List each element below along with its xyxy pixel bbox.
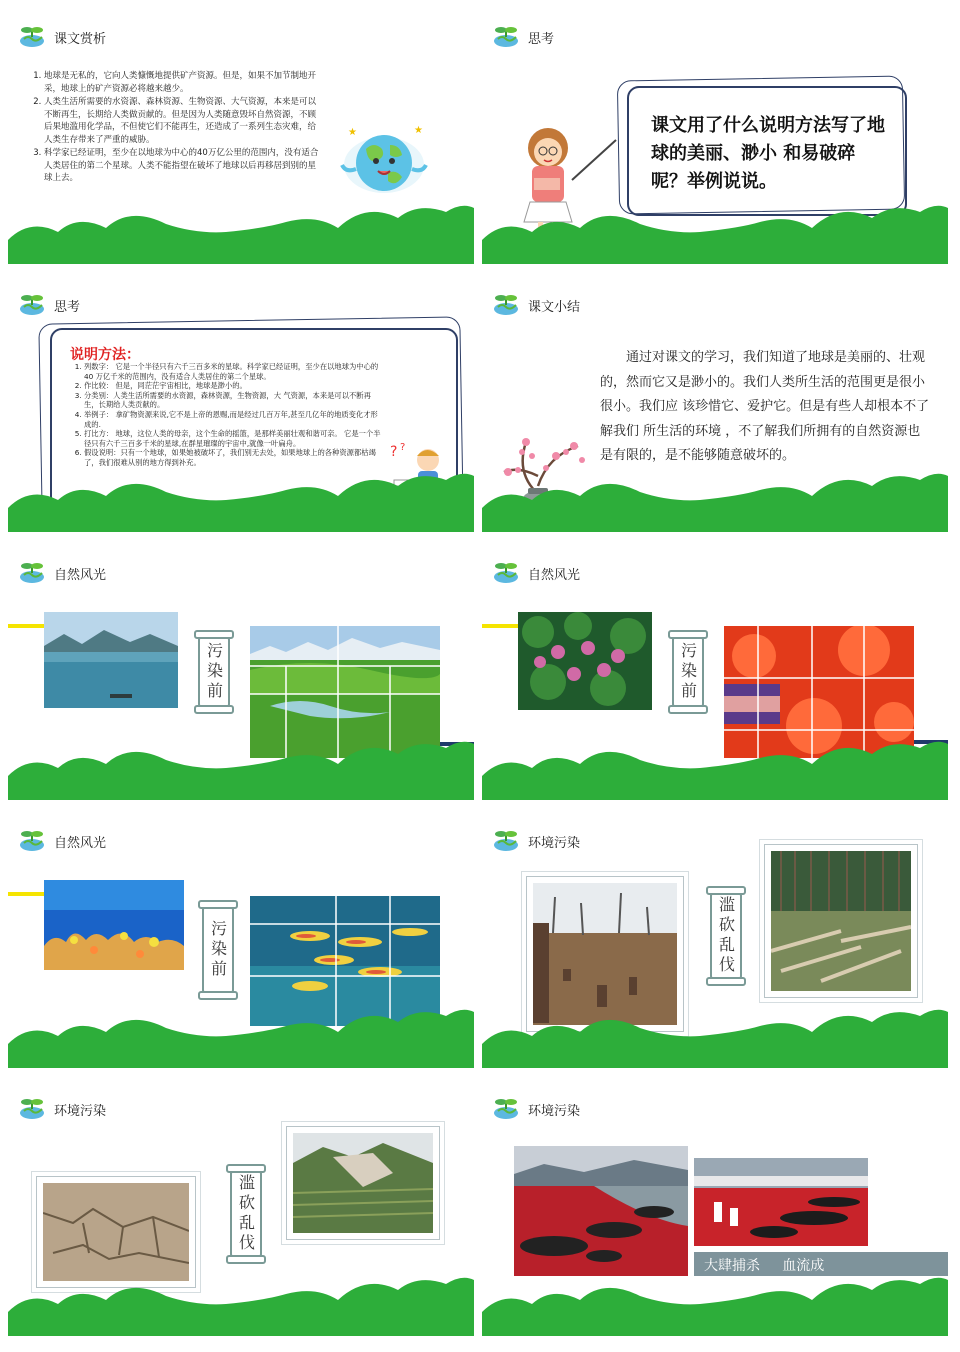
stump-field-photo <box>533 883 677 1025</box>
list-item: 3. 科学家已经证明，至少在以地球为中心的40万亿公里的范围内，没有适合人类居住的第二个星球。人类不能指望在破坏了地球以后再移居到别的星球上去。 <box>44 147 322 185</box>
label-text: 污染前 <box>678 642 698 702</box>
list-item: 3. 分类别：人类生活所需要的水资源，森林资源，生物资源，大 气资源，本来是可以不断再生，长期给人类贡献的。 <box>84 391 382 410</box>
summary-text: 通过对课文的学习，我们知道了地球是美丽的、壮观的，然而它又是渺小的。我们人类所生活的范围更是很小很小。我们应 该珍惜它、爱护它。但是有些人却根本不了解我们 所生活的环境 ，不了解我们所拥有的自然资源也是有限的，是不能够随意破坏的。 <box>600 350 930 463</box>
label-scroll <box>710 890 742 982</box>
list-item: 5. 打比方： 地球，这位人类的母亲，这个生命的摇篮，是那样美丽壮观和谐可亲。 它是一个半径只有六千三百多千米的星球,在群星璀璨的宇宙中,就像一叶扁舟。 <box>84 429 382 448</box>
slide-title: 环境污染 <box>528 835 581 851</box>
slide-3 <box>8 274 474 532</box>
fish-photo <box>250 896 440 1026</box>
red-maple-photo <box>724 626 914 758</box>
slide-title: 思考 <box>528 31 555 47</box>
earth-sprout-icon <box>18 291 46 319</box>
coral-reef-photo <box>44 880 184 970</box>
earth-character-icon <box>338 121 430 201</box>
green-hills <box>8 1276 474 1336</box>
list-item: 4. 举例子： 拿矿物资源来说,它不是上帝的恩赐,而是经过几百万年,甚至几亿年的地质变化才形成的. <box>84 410 382 429</box>
grassland-photo <box>250 626 440 758</box>
green-hills <box>482 740 948 800</box>
bubble-outline <box>617 76 905 215</box>
slide-header <box>492 1096 580 1122</box>
label-text: 滥砍乱伐 <box>236 1174 256 1254</box>
green-hills <box>8 740 474 800</box>
green-hills <box>482 1276 948 1336</box>
yellow-bar <box>482 624 518 628</box>
earth-sprout-icon <box>492 559 520 587</box>
slide-header <box>492 24 554 50</box>
svg-text:★: ★ <box>414 125 423 136</box>
lotus-photo <box>518 612 652 710</box>
svg-text:★: ★ <box>348 127 357 138</box>
methods-heading: 说明方法： <box>70 347 140 363</box>
slide-header <box>18 292 80 318</box>
photo-frame <box>36 1176 196 1288</box>
earth-sprout-icon <box>492 827 520 855</box>
earth-sprout-icon <box>492 291 520 319</box>
slide-title: 课文小结 <box>528 299 581 315</box>
label-scroll <box>202 904 234 996</box>
content-list <box>22 70 322 186</box>
caption-bar <box>694 1252 948 1276</box>
green-hills <box>482 204 948 264</box>
slide-title: 环境污染 <box>54 1103 107 1119</box>
slide-2 <box>482 6 948 264</box>
slide-title: 自然风光 <box>528 567 581 583</box>
photo-frame <box>764 844 918 998</box>
label-text: 滥砍乱伐 <box>716 896 736 976</box>
green-hills <box>482 472 948 532</box>
felled-forest-photo <box>771 851 911 991</box>
slide-9 <box>8 1078 474 1336</box>
list-item: 1. 地球是无私的，它向人类慷慨地提供矿产资源。但是，如果不加节制地开采，地球上的矿产资源必将越来越少。 <box>44 70 322 95</box>
lake-photo <box>44 612 178 708</box>
quarry-hillside-photo <box>293 1133 433 1233</box>
slide-title: 自然风光 <box>54 835 107 851</box>
whale-harbor-photo <box>694 1158 868 1246</box>
label-scroll <box>198 634 230 710</box>
slide-header <box>18 24 106 50</box>
label-scroll <box>672 634 704 710</box>
slide-header <box>18 1096 106 1122</box>
label-text: 污染前 <box>208 920 228 980</box>
yellow-bar <box>8 624 44 628</box>
whale-beach-photo <box>514 1146 688 1276</box>
methods-list <box>62 362 382 468</box>
slide-header <box>18 560 106 586</box>
earth-sprout-icon <box>18 23 46 51</box>
photo-frame <box>286 1126 440 1240</box>
green-hills <box>8 1008 474 1068</box>
slide-7 <box>8 810 474 1068</box>
slide-6 <box>482 542 948 800</box>
slide-header <box>492 292 580 318</box>
yellow-bar <box>8 892 44 896</box>
cracked-earth-photo <box>43 1183 189 1281</box>
slide-title: 思考 <box>54 299 81 315</box>
question-text: 课文用了什么说明方法写了地球的美丽、渺小 和易破碎呢？举例说说。 <box>651 115 885 192</box>
slide-8 <box>482 810 948 1068</box>
slide-5 <box>8 542 474 800</box>
list-item: 2. 人类生活所需要的水资源、森林资源、生物资源、大气资源，本来是可以不断再生，长期给人类做贡献的。但是因为人类随意毁坏自然资源，不顾后果地滥用化学品，不但使它们不能再生，还造成了一系列生态灾难，给人类生存带来了严重的威胁。 <box>44 96 322 146</box>
slide-10 <box>482 1078 948 1336</box>
caption-text: 大肆捕杀 血流成 <box>704 1258 825 1274</box>
earth-sprout-icon <box>18 1095 46 1123</box>
slide-header <box>492 828 580 854</box>
label-text: 污染前 <box>204 642 224 702</box>
list-item: 6. 假设说明：只有一个地球，如果她被破坏了，我们别无去处，如果地球上的各种资源都枯竭了，我们很难从别的地方得到补充。 <box>84 448 382 467</box>
slide-header <box>492 560 580 586</box>
green-hills <box>8 472 474 532</box>
earth-sprout-icon <box>18 827 46 855</box>
svg-text:?: ? <box>400 442 406 453</box>
green-hills <box>8 204 474 264</box>
earth-sprout-icon <box>492 23 520 51</box>
earth-sprout-icon <box>492 1095 520 1123</box>
label-scroll <box>230 1168 262 1260</box>
slide-4 <box>482 274 948 532</box>
svg-text:?: ? <box>390 444 398 460</box>
list-item: 1. 列数字： 它是一个半径只有六千三百多米的星球。科学家已经证明，至少在以地球为中心的40 万亿千米的范围内，没有适合人类居住的第二个星球。 <box>84 362 382 381</box>
earth-sprout-icon <box>18 559 46 587</box>
green-hills <box>482 1008 948 1068</box>
slide-1 <box>8 6 474 264</box>
slide-title: 自然风光 <box>54 567 107 583</box>
list-item: 2. 作比较： 但是，同茫茫宇宙相比，地球是渺小的。 <box>84 381 382 391</box>
slide-title: 课文赏析 <box>54 31 107 47</box>
slide-header <box>18 828 106 854</box>
slide-title: 环境污染 <box>528 1103 581 1119</box>
